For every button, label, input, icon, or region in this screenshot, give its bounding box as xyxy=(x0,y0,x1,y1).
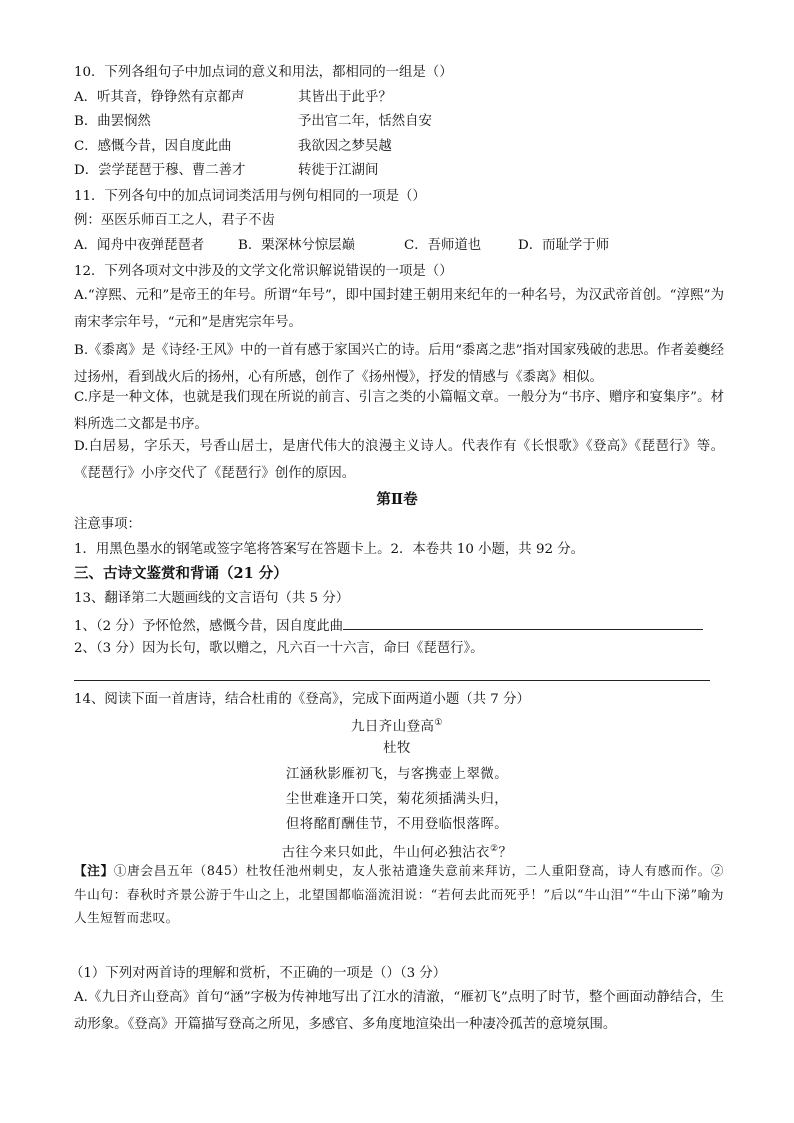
q12-option-a: A.“淳熙、元和”是帝王的年号。所谓“年号”，即中国封建王朝用来纪年的一种名号，为汉武帝首创。“淳熙”为南宋孝宗年号，“元和”是唐宪宗年号。 xyxy=(74,288,724,330)
q11-option-a: A．闻舟中夜弹琵琶者 xyxy=(74,238,205,253)
q10-stem: 10．下列各组句子中加点词的意义和用法，都相同的一组是（） xyxy=(74,65,453,80)
q10-option-b: B．曲罢悯然 予出官二年，恬然自安 xyxy=(74,114,432,129)
poem-author: 杜牧 xyxy=(383,741,411,756)
answer-blank-1 xyxy=(343,615,703,630)
q12-option-b: B.《黍离》是《诗经·王风》中的一首有感于家国兴亡的诗。后用“黍离之悲”指对国家残破的悲思。作者姜夔经过扬州，看到战火后的扬州，心有所感，创作了《扬州慢》，抒发的情感与《黍离》相似。 xyxy=(74,343,724,385)
q11-stem: 11．下列各句中的加点词词类活用与例句相同的一项是（） xyxy=(74,189,426,204)
q14-sub1-option-a: A.《九日齐山登高》首句“涵”字极为传神地写出了江水的清澈，“雁初飞”点明了时节，整个画面动静结合，生动形象。《登高》开篇描写登高之所见，多感官、多角度地渲染出一种凄冷孤苦的意境氛围。 xyxy=(74,990,724,1032)
q11-example: 例：巫医乐师百工之人，君子不齿 xyxy=(74,213,275,228)
q11-option-b: B．栗深林兮惊层巅 xyxy=(238,238,355,253)
q13-item2: 2、（3 分）因为长句，歌以赠之，凡六百一十六言，命曰《琵琶行》。 xyxy=(74,641,484,656)
q11-options xyxy=(74,237,609,255)
poem-line-2: 尘世难逢开口笑，菊花须插满头归， xyxy=(285,792,509,807)
q12-option-c: C.序是一种文体，也就是我们现在所说的前言、引言之类的小篇幅文章。一般分为“书序、赠序和宴集序”。材料所选二文都是书序。 xyxy=(74,390,724,432)
q14-sub1-stem: （1）下列对两首诗的理解和赏析，不正确的一项是（）（3 分） xyxy=(70,966,447,981)
q13-stem: 13、翻译第二大题画线的文言语句（共 5 分） xyxy=(74,591,350,606)
poem-line-4: 古往今来只如此，牛山何必独沾衣②？ xyxy=(281,844,513,861)
answer-blank-2 xyxy=(74,680,710,681)
poem-line-1: 江涵秋影雁初飞，与客携壶上翠微。 xyxy=(285,767,509,782)
q11-option-d: D．而耻学于师 xyxy=(518,238,610,253)
poem-title: 九日齐山登高① xyxy=(351,718,443,735)
poem-line-3: 但将酩酊酬佳节，不用登临恨落晖。 xyxy=(285,817,509,832)
q12-stem: 12．下列各项对文中涉及的文学文化常识解说错误的一项是（） xyxy=(74,264,453,279)
q11-option-c: C．吾师道也 xyxy=(404,238,482,253)
section3-title: 三、古诗文鉴赏和背诵（21 分） xyxy=(74,565,288,582)
q10-option-c: C．感慨今昔，因自度此曲 我欲因之梦吴越 xyxy=(74,139,392,154)
q10-option-a: A．听其音，铮铮然有京都声 其皆出于此乎？ xyxy=(74,90,392,105)
q13-item1: 1、（2 分）予怀怆然，感慨今昔，因自度此曲 xyxy=(74,615,703,636)
q14-stem: 14、阅读下面一首唐诗，结合杜甫的《登高》，完成下面两道小题（共 7 分） xyxy=(74,692,530,707)
part2-title: 第Ⅱ卷 xyxy=(376,491,418,508)
q10-option-d: D．尝学琵琶于穆、曹二善才 转徙于江湖间 xyxy=(74,163,379,178)
notice-text: 1．用黑色墨水的钢笔或签字笔将答案写在答题卡上。2．本卷共 10 小题，共 92 分。 xyxy=(74,542,585,557)
poem-note: 【注】①唐会昌五年（845）杜牧任池州刺史，友人张祜遣逢失意前来拜访，二人重阳登高，诗人有感而作。②牛山句：春秋时齐景公游于牛山之上，北望国都临淄流泪说：“若何去此而死乎！”后以“牛山泪”“牛山下涕”喻为人生短暂而悲叹。 xyxy=(74,863,724,925)
q12-option-d: D.白居易，字乐天，号香山居士，是唐代伟大的浪漫主义诗人。代表作有《长恨歌》《登高》《琵琶行》等。《琵琶行》小序交代了《琵琶行》创作的原因。 xyxy=(74,439,724,481)
notice-label: 注意事项： xyxy=(74,517,141,532)
